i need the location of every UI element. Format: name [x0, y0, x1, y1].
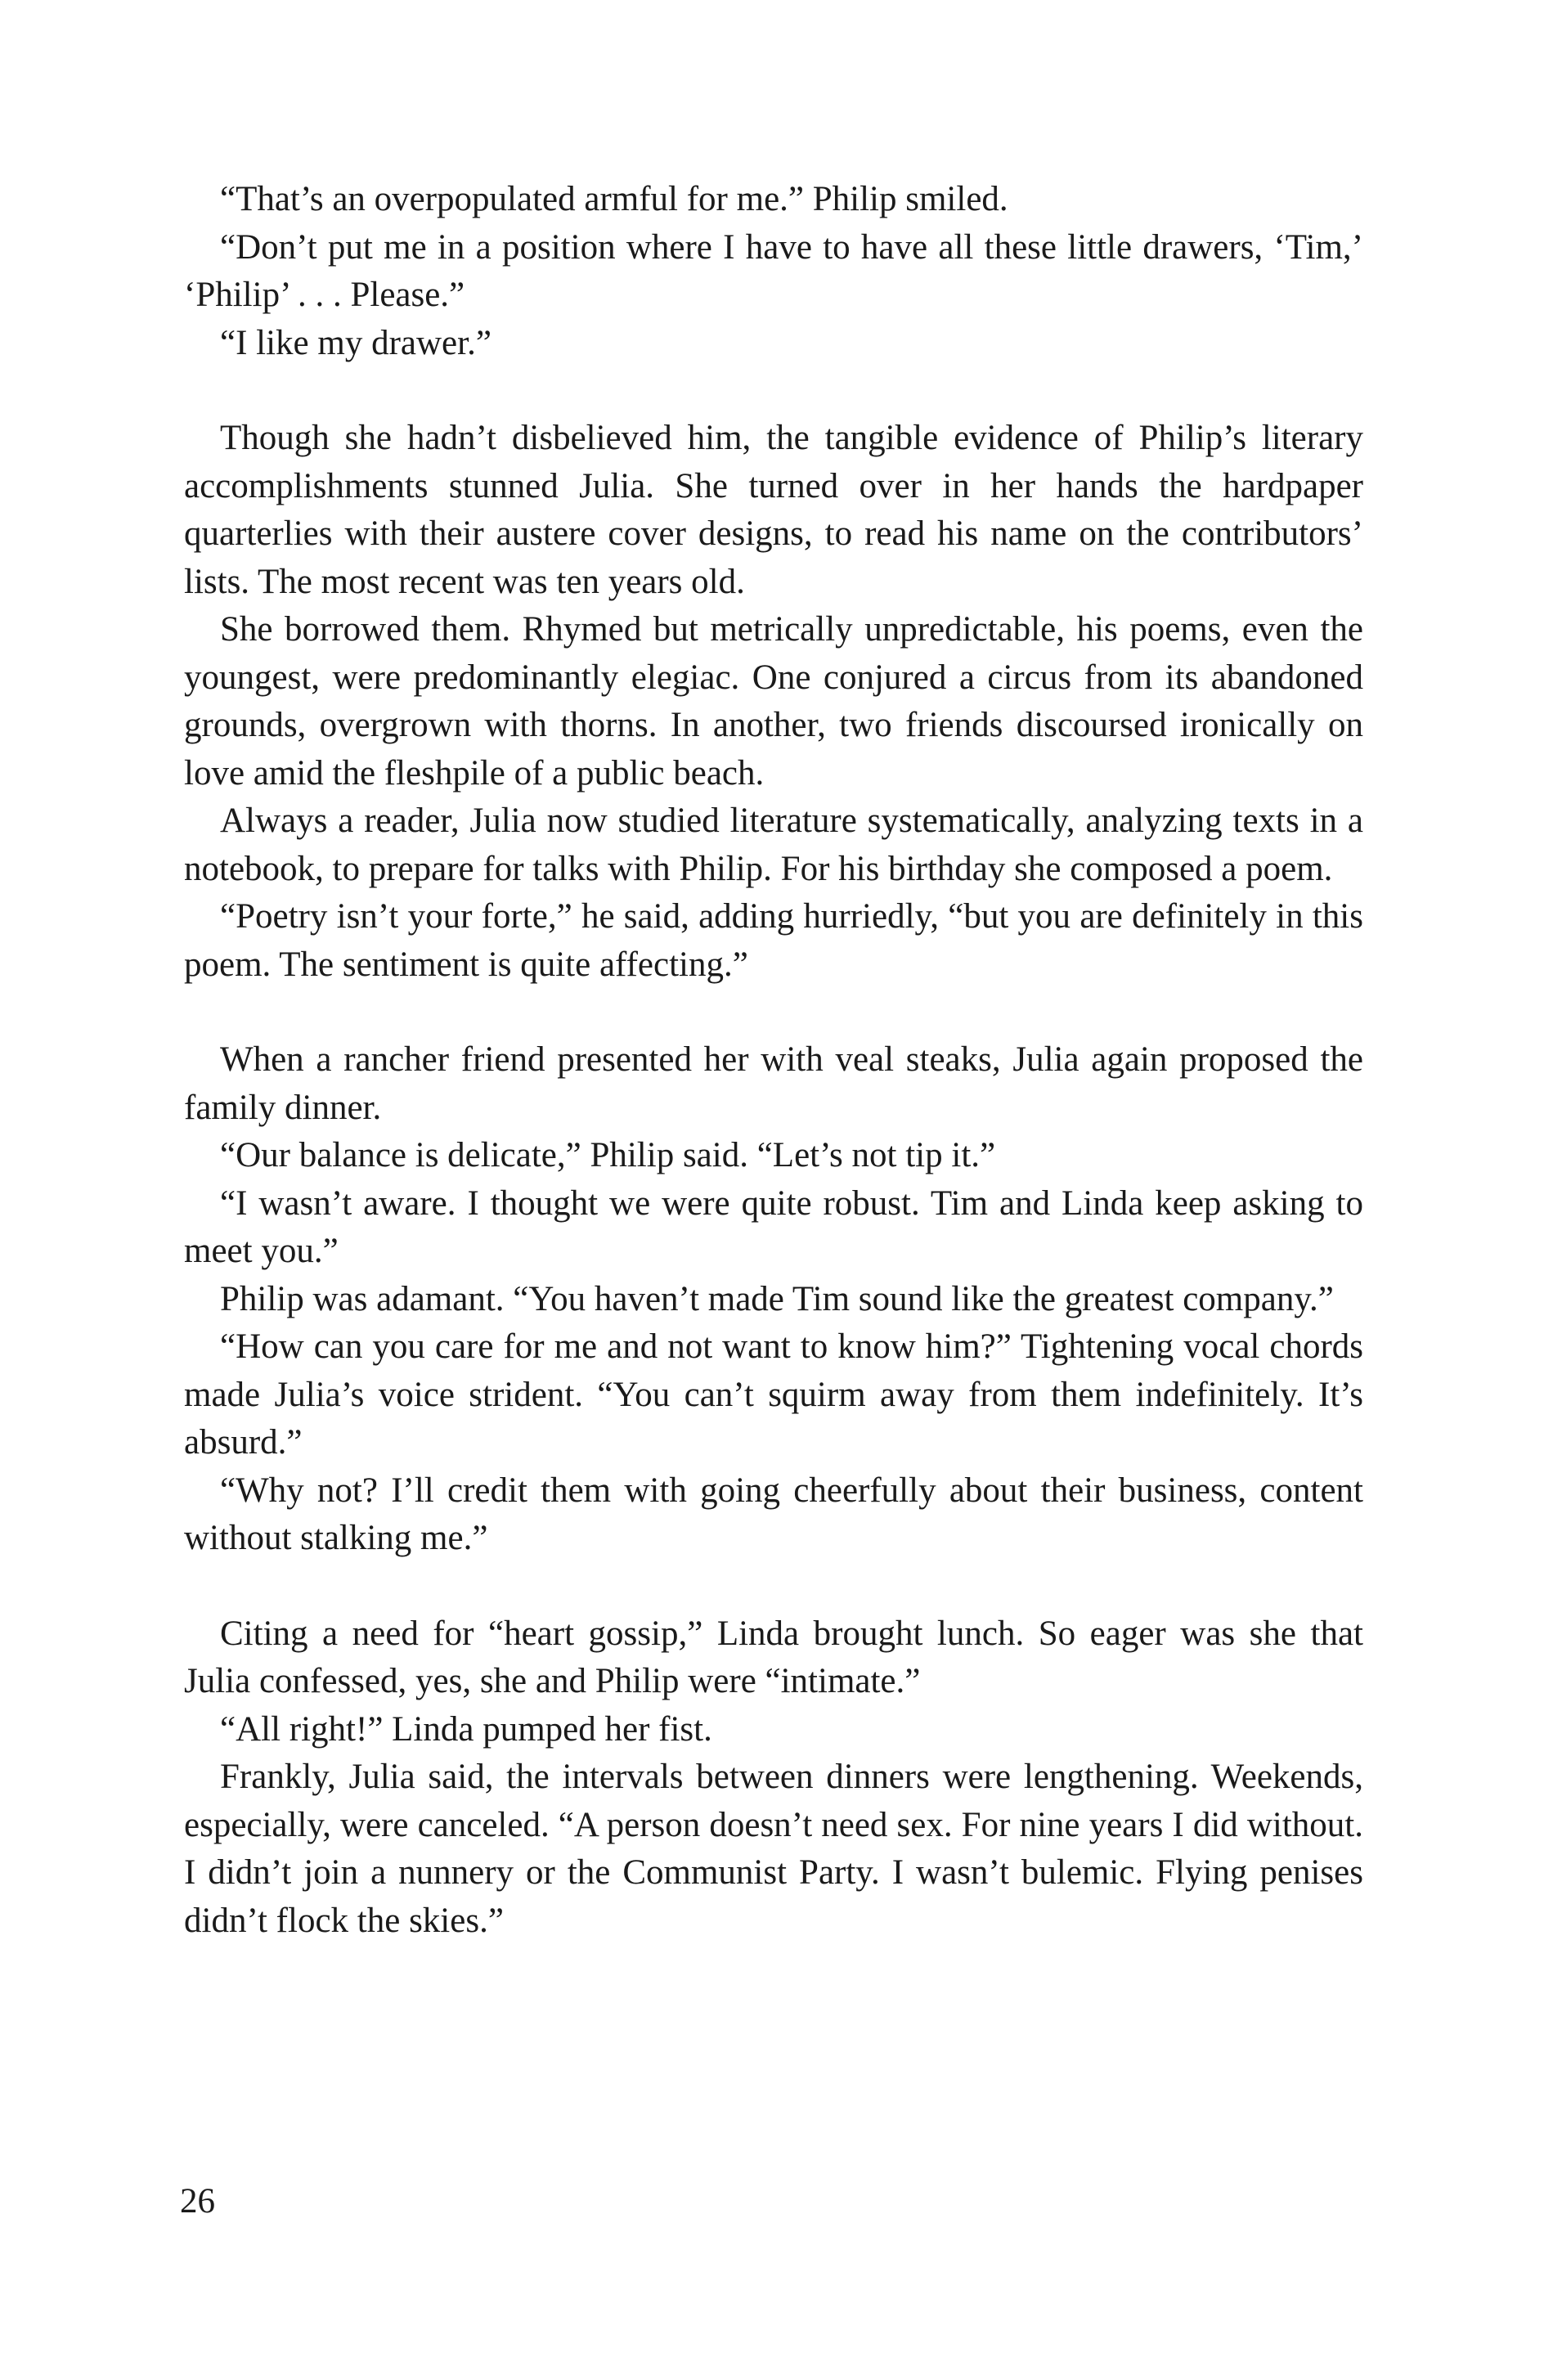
paragraph: “Don’t put me in a position where I have to have all these little drawers, ‘Tim,’ ‘Philip’ . . . Please.” — [184, 227, 1363, 314]
section-3 — [184, 1036, 1363, 1563]
paragraph: When a rancher friend presented her with veal steaks, Julia again proposed the family dinner. — [184, 1040, 1363, 1127]
section-1 — [184, 176, 1363, 367]
section-break — [184, 1563, 1363, 1610]
page-number: 26 — [180, 2182, 215, 2221]
paragraph: “All right!” Linda pumped her fist. — [220, 1709, 712, 1749]
paragraph: “How can you care for me and not want to know him?” Tightening vocal chords made Julia’s voice strident. “You can’t squirm away from them indefinitely. It’s absurd.” — [184, 1327, 1363, 1462]
paragraph: Always a reader, Julia now studied literature systematically, analyzing texts in a notebook, to prepare for talks with Philip. For his birthday she composed a poem. — [184, 802, 1363, 888]
page-text — [184, 176, 1363, 1945]
section-break — [184, 367, 1363, 415]
paragraph: “Poetry isn’t your forte,” he said, adding hurriedly, “but you are definitely in this poem. The sentiment is quite affecting.” — [184, 897, 1363, 984]
section-2 — [184, 415, 1363, 989]
paragraph: “I wasn’t aware. I thought we were quite robust. Tim and Linda keep asking to meet you.” — [184, 1183, 1363, 1270]
paragraph: Though she hadn’t disbelieved him, the tangible evidence of Philip’s literary accomplishments stunned Julia. She turned over in her hands the hardpaper quarterlies with their austere cover designs, to read his name on the contributors’ lists. The most recent was ten years old. — [184, 419, 1363, 601]
paragraph: “Why not? I’ll credit them with going cheerfully about their business, content without stalking me.” — [184, 1471, 1363, 1557]
section-4 — [184, 1610, 1363, 1946]
paragraph: “That’s an overpopulated armful for me.” Philip smiled. — [220, 180, 1008, 218]
paragraph: “I like my drawer.” — [220, 323, 491, 362]
section-break — [184, 989, 1363, 1036]
paragraph: She borrowed them. Rhymed but metrically unpredictable, his poems, even the youngest, were predominantly elegiac. One conjured a circus from its abandoned grounds, overgrown with thorns. In another, two friends discoursed ironically on love amid the fleshpile of a public beach. — [184, 610, 1363, 793]
paragraph: Philip was adamant. “You haven’t made Tim sound like the greatest company.” — [220, 1279, 1334, 1318]
paragraph: “Our balance is delicate,” Philip said. “Let’s not tip it.” — [220, 1136, 996, 1174]
paragraph: Citing a need for “heart gossip,” Linda brought lunch. So eager was she that Julia confessed, yes, she and Philip were “intimate.” — [184, 1614, 1363, 1700]
paragraph: Frankly, Julia said, the intervals between dinners were lengthening. Weekends, especially, were canceled. “A person doesn’t need sex. For nine years I did without. I didn’t join a nunnery or the Communist Party. I wasn’t bulemic. Flying penises didn’t flock the skies.” — [184, 1758, 1363, 1940]
